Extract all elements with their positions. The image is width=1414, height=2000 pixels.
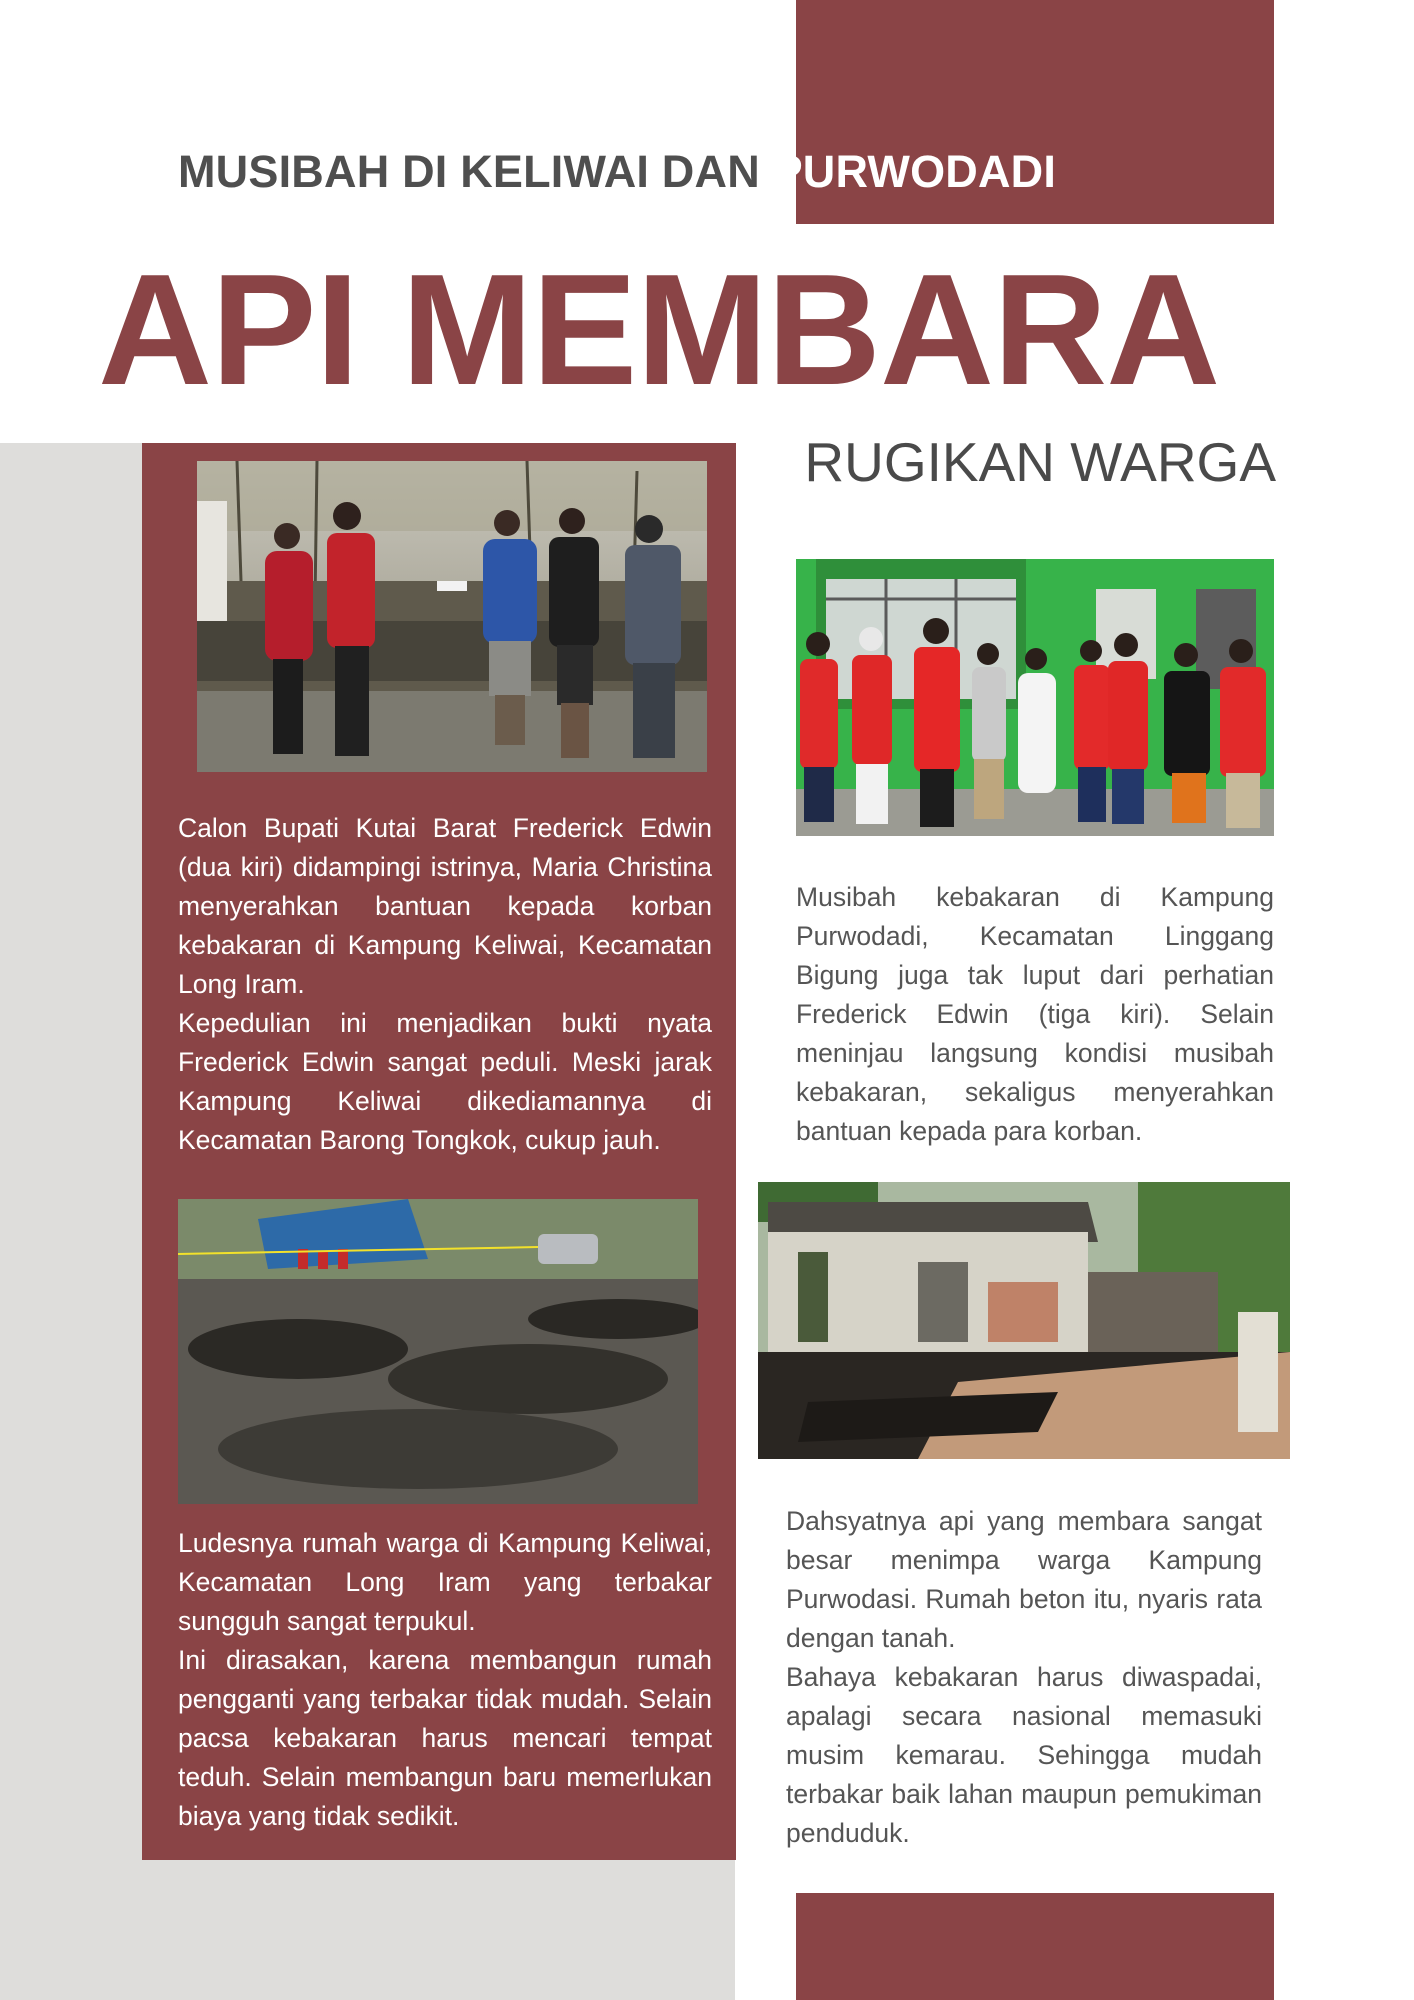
article-1-paragraph-2: Kepedulian ini menjadikan bukti nyata Frederick Edwin sangat peduli. Meski jarak Kampung Keliwai dikediamannya di Kecamatan Barong Tongkok, cukup jauh.	[178, 1008, 712, 1155]
article-3-paragraph-1: Ludesnya rumah warga di Kampung Keliwai, Kecamatan Long Iram yang terbakar sungguh sangat terpukul.	[178, 1528, 712, 1636]
red-accent-block-bottom	[796, 1893, 1274, 2000]
photo-aid-handover-keliwai	[197, 461, 707, 772]
article-text-1	[178, 809, 712, 1160]
kicker-part-1: MUSIBAH DI KELIWAI DAN	[178, 146, 773, 197]
photo-group-purwodadi	[796, 559, 1274, 836]
main-headline: API MEMBARA	[98, 242, 1220, 418]
kicker-part-2: PURWODADI	[772, 146, 1057, 197]
photo-burned-house-purwodadi	[758, 1182, 1290, 1459]
article-text-4	[786, 1502, 1262, 1853]
article-4-paragraph-2: Bahaya kebakaran harus diwaspadai, apalagi secara nasional memasuki musim kemarau. Sehingga mudah terbakar baik lahan maupun pemukiman penduduk.	[786, 1662, 1262, 1848]
article-1-paragraph-1: Calon Bupati Kutai Barat Frederick Edwin (dua kiri) didampingi istrinya, Maria Christina menyerahkan bantuan kepada korban kebakaran di Kampung Keliwai, Kecamatan Long Iram.	[178, 813, 712, 999]
article-4-paragraph-1: Dahsyatnya api yang membara sangat besar menimpa warga Kampung Purwodasi. Rumah beton itu, nyaris rata dengan tanah.	[786, 1506, 1262, 1653]
article-text-2	[796, 878, 1274, 1151]
article-text-3	[178, 1524, 712, 1836]
sub-headline: RUGIKAN WARGA	[804, 431, 1276, 493]
article-2-paragraph-1: Musibah kebakaran di Kampung Purwodadi, Kecamatan Linggang Bigung juga tak luput dari perhatian Frederick Edwin (tiga kiri). Selain meninjau langsung kondisi musibah kebakaran, sekaligus menyerahkan bantuan kepada para korban.	[796, 882, 1274, 1146]
kicker-title	[178, 146, 1056, 198]
article-3-paragraph-2: Ini dirasakan, karena membangun rumah pengganti yang terbakar tidak mudah. Selain pacsa kebakaran harus mencari tempat teduh. Selain membangun baru memerlukan biaya yang tidak sedikit.	[178, 1645, 712, 1831]
photo-burned-site-keliwai	[178, 1199, 698, 1504]
